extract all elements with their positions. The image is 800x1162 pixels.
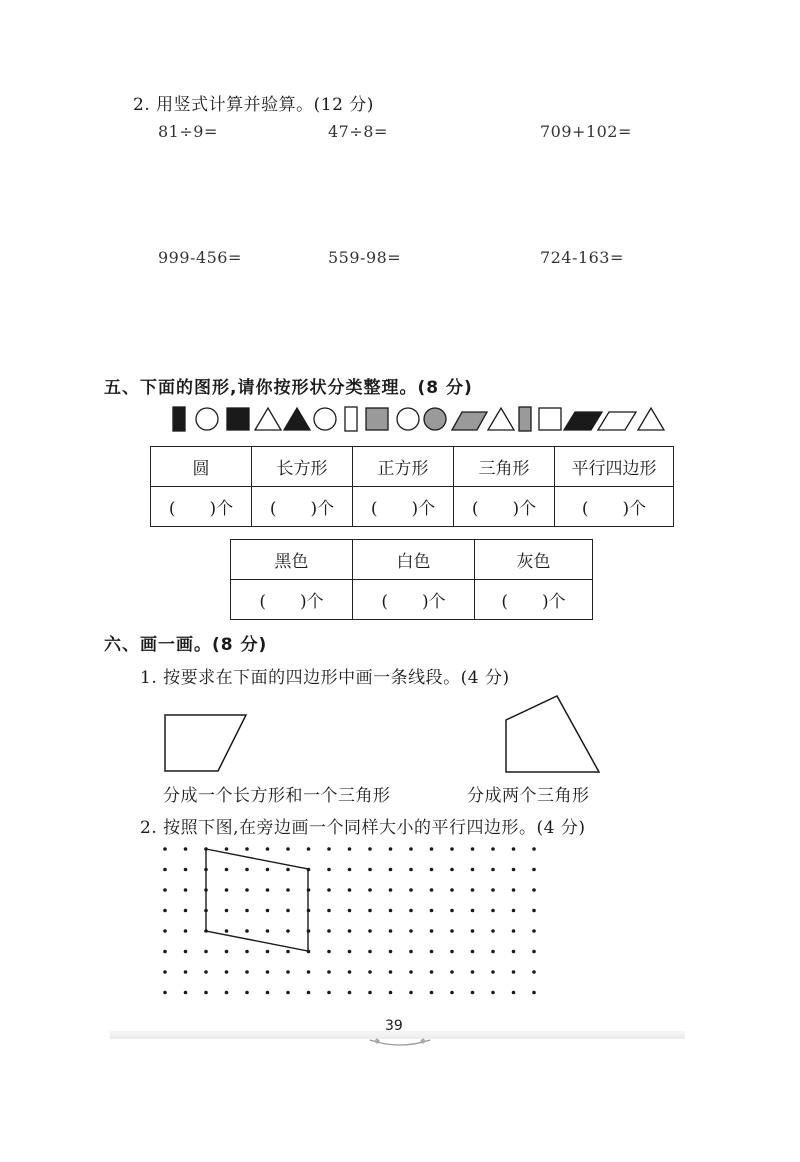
grid-dot — [225, 991, 229, 995]
grid-dot — [266, 970, 270, 974]
grid-dot — [409, 991, 413, 995]
grid-dot — [266, 868, 270, 872]
grid-dot — [512, 868, 516, 872]
grid-dot — [204, 970, 208, 974]
grid-dot — [266, 847, 270, 851]
trapezoid-figure — [160, 708, 255, 778]
grid-dot — [430, 970, 434, 974]
grid-dot — [532, 909, 536, 913]
black-triangle-shape — [284, 408, 310, 430]
grid-dot — [450, 888, 454, 892]
grid-dot — [266, 909, 270, 913]
grid-dot — [450, 868, 454, 872]
grid-dot — [368, 991, 372, 995]
white-rectangle-shape — [345, 407, 357, 431]
grid-dot — [389, 847, 393, 851]
grid-dot — [225, 847, 229, 851]
grid-dot — [430, 868, 434, 872]
section-6-title: 六、画一画。(8 分) — [104, 635, 268, 655]
grid-dot — [471, 868, 475, 872]
caption-right: 分成两个三角形 — [467, 786, 590, 806]
black-rectangle-shape — [173, 407, 185, 431]
grid-dot — [348, 970, 352, 974]
grid-dot — [245, 888, 249, 892]
answer-cell[interactable]: ( )个 — [475, 580, 593, 620]
answer-cell[interactable]: ( )个 — [353, 487, 454, 527]
grid-dot — [225, 909, 229, 913]
grid-dot — [368, 888, 372, 892]
grid-dot — [307, 847, 311, 851]
grid-dot — [471, 909, 475, 913]
grid-dot — [225, 950, 229, 954]
grid-dot — [163, 970, 167, 974]
grid-dot — [532, 929, 536, 933]
grid-dot — [225, 970, 229, 974]
grid-dot — [327, 888, 331, 892]
grid-dot — [512, 950, 516, 954]
grid-dot — [348, 888, 352, 892]
answer-cell[interactable]: ( )个 — [555, 487, 674, 527]
grid-dot — [368, 970, 372, 974]
grid-dot — [491, 888, 495, 892]
grid-dot — [491, 929, 495, 933]
grid-dot — [184, 929, 188, 933]
grid-dot — [348, 950, 352, 954]
white-triangle-shape — [488, 408, 514, 430]
question-2-draw-title: 2. 按照下图,在旁边画一个同样大小的平行四边形。(4 分) — [140, 818, 586, 838]
grid-dot — [204, 950, 208, 954]
grid-dot — [184, 868, 188, 872]
header-cell: 黑色 — [231, 540, 353, 580]
grid-dot — [532, 847, 536, 851]
grid-dot — [327, 950, 331, 954]
grid-dot — [225, 888, 229, 892]
grid-dot — [368, 868, 372, 872]
grid-dot — [163, 868, 167, 872]
grid-dot — [348, 868, 352, 872]
grid-dot — [184, 888, 188, 892]
black-square-shape — [227, 408, 249, 430]
grid-dot — [245, 847, 249, 851]
grid-dot — [327, 847, 331, 851]
grid-dot — [286, 909, 290, 913]
grid-dot — [491, 847, 495, 851]
white-circle-shape — [196, 408, 218, 430]
header-cell: 圆 — [151, 447, 252, 487]
grid-dot — [184, 847, 188, 851]
answer-cell[interactable]: ( )个 — [252, 487, 353, 527]
grid-dot — [512, 929, 516, 933]
grid-dot — [368, 909, 372, 913]
grid-dot — [430, 909, 434, 913]
grid-dot — [409, 929, 413, 933]
grid-dot — [286, 991, 290, 995]
gray-parallelogram-shape — [452, 412, 487, 430]
gray-circle-shape — [424, 408, 446, 430]
grid-dot — [491, 950, 495, 954]
grid-dot — [245, 991, 249, 995]
expression: 47÷8= — [328, 122, 388, 141]
grid-dot — [286, 868, 290, 872]
grid-dot — [184, 991, 188, 995]
grid-dot — [389, 929, 393, 933]
grid-dot — [266, 950, 270, 954]
grid-dot — [286, 970, 290, 974]
grid-dot — [532, 970, 536, 974]
grid-dot — [286, 929, 290, 933]
grid-dot — [184, 950, 188, 954]
grid-dot — [430, 929, 434, 933]
grid-dot — [389, 950, 393, 954]
grid-dot — [512, 991, 516, 995]
grid-dot — [409, 868, 413, 872]
grid-dot — [163, 847, 167, 851]
grid-dot — [491, 868, 495, 872]
question-2-title: 2. 用竖式计算并验算。(12 分) — [133, 95, 374, 115]
grid-dot — [409, 909, 413, 913]
grid-dot — [450, 929, 454, 933]
grid-dot — [532, 888, 536, 892]
grid-dot — [307, 970, 311, 974]
grid-dot — [348, 909, 352, 913]
grid-dot — [225, 868, 229, 872]
grid-dot — [430, 888, 434, 892]
grid-dot — [327, 909, 331, 913]
grid-dot — [450, 909, 454, 913]
grid-dot — [204, 991, 208, 995]
grid-dot — [450, 847, 454, 851]
grid-dot — [532, 868, 536, 872]
grid-dot — [163, 909, 167, 913]
grid-dot — [532, 950, 536, 954]
grid-dot — [430, 847, 434, 851]
header-cell: 正方形 — [353, 447, 454, 487]
grid-dot — [512, 970, 516, 974]
grid-dot — [471, 991, 475, 995]
header-cell: 三角形 — [454, 447, 555, 487]
grid-dot — [184, 970, 188, 974]
grid-dot — [163, 950, 167, 954]
answer-cell[interactable]: ( )个 — [231, 580, 353, 620]
expression: 724-163= — [540, 248, 624, 267]
grid-dot — [286, 950, 290, 954]
grid-dot — [348, 991, 352, 995]
grid-dot — [245, 970, 249, 974]
shape-row — [165, 404, 675, 436]
grid-dot — [430, 991, 434, 995]
grid-dot — [245, 868, 249, 872]
answer-cell[interactable]: ( )个 — [353, 580, 475, 620]
grid-dot — [409, 970, 413, 974]
expression: 81÷9= — [158, 122, 218, 141]
grid-dot — [532, 991, 536, 995]
grid-dot — [368, 950, 372, 954]
grid-dot — [491, 991, 495, 995]
grid-dot — [225, 929, 229, 933]
grid-dot — [389, 868, 393, 872]
gray-rectangle-shape — [519, 407, 531, 431]
gray-square-shape — [366, 408, 388, 430]
grid-dot — [450, 970, 454, 974]
expression: 709+102= — [540, 122, 632, 141]
color-count-table — [230, 539, 593, 620]
grid-dot — [471, 950, 475, 954]
black-parallelogram-shape — [564, 412, 602, 430]
grid-dot — [327, 929, 331, 933]
grid-dot — [266, 929, 270, 933]
white-circle-shape — [397, 408, 419, 430]
white-triangle-shape — [638, 408, 664, 430]
dot-grid[interactable] — [155, 840, 550, 1005]
grid-dot — [512, 888, 516, 892]
grid-dot — [163, 888, 167, 892]
grid-dot — [327, 991, 331, 995]
grid-dot — [245, 909, 249, 913]
grid-dot — [389, 909, 393, 913]
grid-dot — [512, 847, 516, 851]
question-1-title: 1. 按要求在下面的四边形中画一条线段。(4 分) — [140, 668, 510, 688]
white-circle-shape — [314, 408, 336, 430]
white-square-shape — [539, 408, 561, 430]
grid-dot — [368, 929, 372, 933]
grid-dot — [389, 970, 393, 974]
grid-dot — [512, 909, 516, 913]
grid-dot — [491, 970, 495, 974]
answer-cell[interactable]: ( )个 — [454, 487, 555, 527]
grid-dot — [327, 970, 331, 974]
grid-dot — [348, 847, 352, 851]
grid-dot — [450, 991, 454, 995]
grid-dot — [266, 888, 270, 892]
grid-dot — [368, 847, 372, 851]
grid-dot — [409, 847, 413, 851]
quadrilateral-figure — [500, 690, 610, 780]
grid-dot — [450, 950, 454, 954]
grid-dot — [471, 970, 475, 974]
grid-dot — [409, 950, 413, 954]
header-cell: 平行四边形 — [555, 447, 674, 487]
grid-dot — [163, 929, 167, 933]
grid-dot — [286, 847, 290, 851]
expression: 559-98= — [328, 248, 402, 267]
grid-dot — [327, 868, 331, 872]
grid-dot — [184, 909, 188, 913]
white-parallelogram-shape — [598, 412, 636, 430]
caption-left: 分成一个长方形和一个三角形 — [163, 786, 391, 806]
grid-dot — [471, 929, 475, 933]
grid-dot — [389, 991, 393, 995]
white-triangle-shape — [255, 408, 281, 430]
parallelogram-figure — [206, 849, 308, 951]
answer-cell[interactable]: ( )个 — [151, 487, 252, 527]
shape-count-table — [150, 446, 674, 527]
grid-dot — [491, 909, 495, 913]
grid-dot — [307, 991, 311, 995]
grid-dot — [409, 888, 413, 892]
grid-dot — [471, 847, 475, 851]
grid-dot — [245, 950, 249, 954]
grid-dot — [286, 888, 290, 892]
grid-dot — [389, 888, 393, 892]
ornament-icon — [365, 1034, 435, 1050]
grid-dot — [348, 929, 352, 933]
page-number: 39 — [385, 1018, 403, 1034]
section-5-title: 五、下面的图形,请你按形状分类整理。(8 分) — [104, 378, 473, 398]
grid-dot — [430, 950, 434, 954]
header-cell: 灰色 — [475, 540, 593, 580]
grid-dot — [245, 929, 249, 933]
grid-dot — [163, 991, 167, 995]
header-cell: 长方形 — [252, 447, 353, 487]
expression: 999-456= — [158, 248, 242, 267]
header-cell: 白色 — [353, 540, 475, 580]
grid-dot — [471, 888, 475, 892]
grid-dot — [266, 991, 270, 995]
